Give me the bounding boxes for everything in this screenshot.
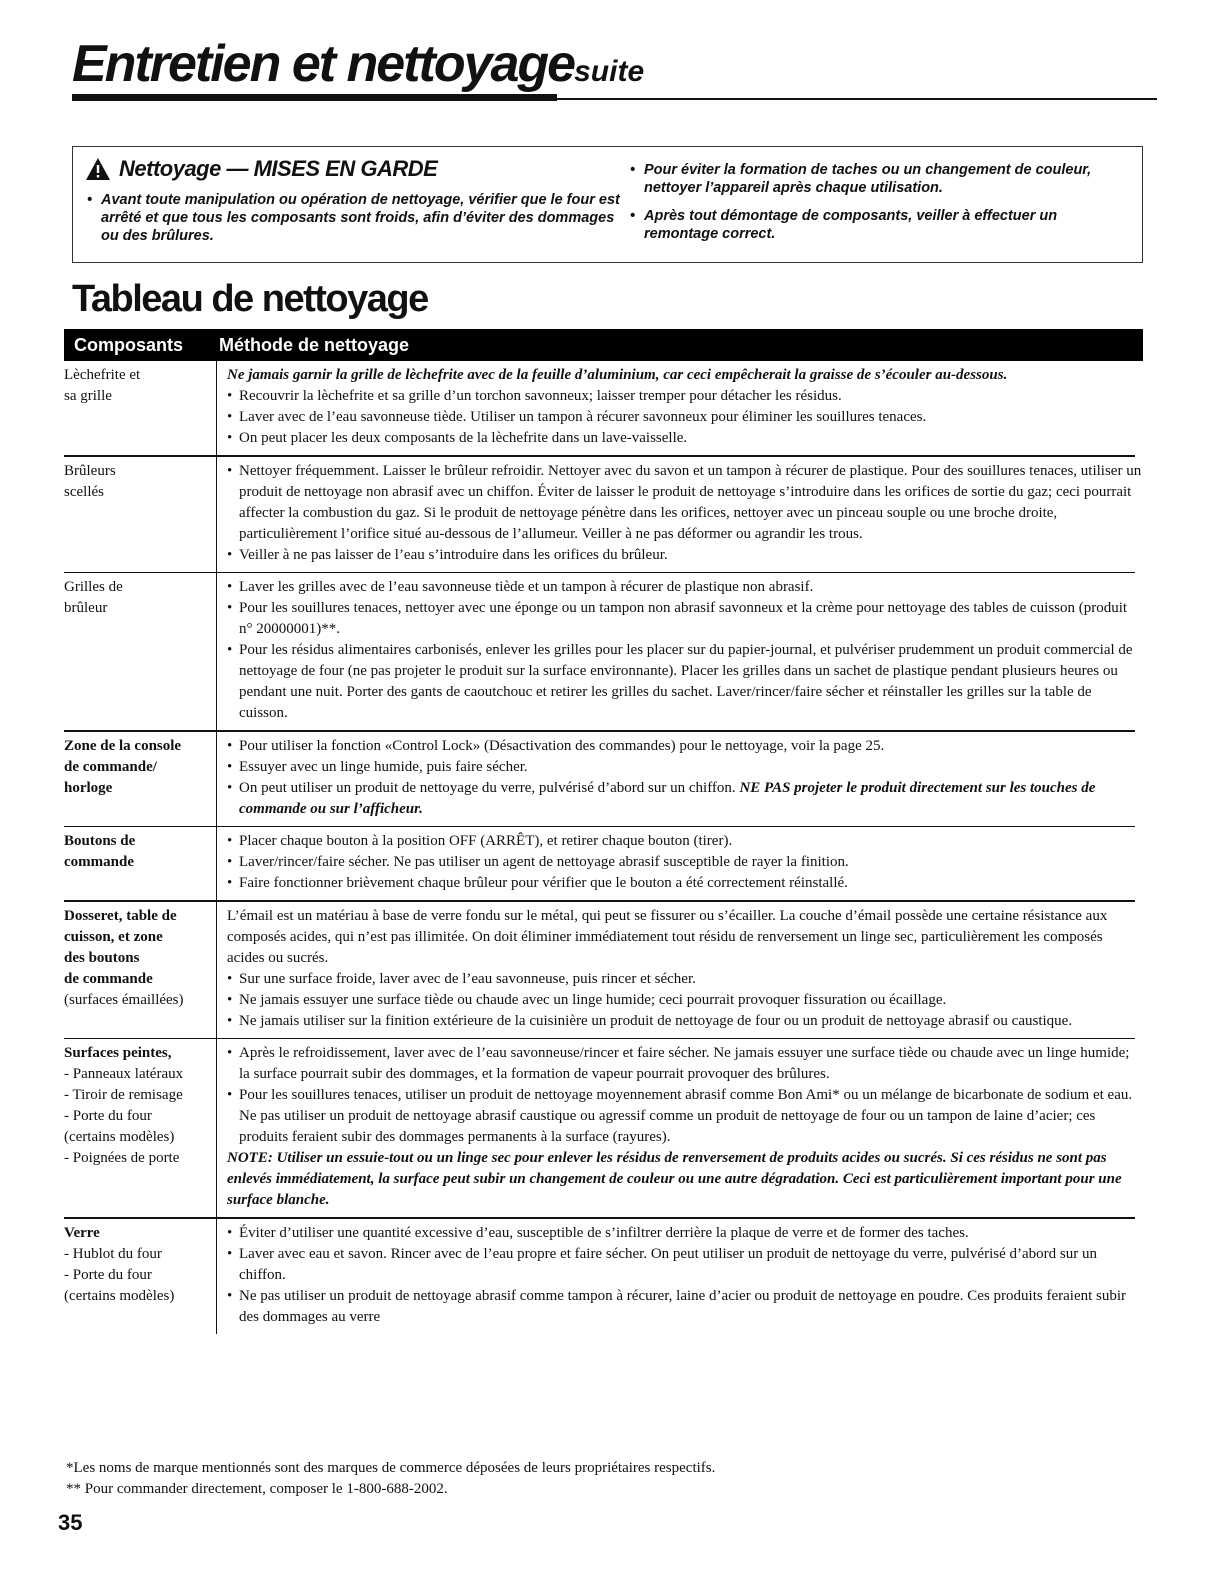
- row-component: Zone de la console de commande/ horloge: [64, 737, 182, 796]
- page-title: Entretien et nettoyagesuite: [72, 35, 645, 93]
- table-row: [64, 1219, 1143, 1334]
- table-row: [64, 1039, 1143, 1217]
- method-item: • Pour les résidus alimentaires carbonisés, enlever les grilles pour les placer sur du papier-journal, et pulvériser prudemment un produit commercial de nettoyage de four (ne pas projeter le produit sur la surface environnante). Placer les grilles dans un sachet de plastique pendant plusieurs heures ou pendant une nuit. Porter des gants de caoutchouc et retirer les grilles du sachet. Laver/rincer/faire sécher et réinstaller les grilles sur la table de cuisson.: [227, 640, 1143, 724]
- cleaning-table: [64, 329, 1143, 1334]
- table-row: [64, 573, 1143, 730]
- method-item: • Faire fonctionner brièvement chaque brûleur pour vérifier que le bouton a été correctement réinstallé.: [227, 873, 1143, 894]
- caution-title: Nettoyage — MISES EN GARDE: [85, 157, 630, 181]
- caution-item: • Avant toute manipulation ou opération de nettoyage, vérifier que le four est arrêté et que tous les composants sont froids, afin d’éviter des dommages ou des brûlures.: [85, 191, 630, 245]
- table-row: [64, 827, 1143, 900]
- footnote: ** Pour commander directement, composer le 1-800-688-2002.: [66, 1481, 448, 1497]
- footnotes: [66, 1458, 715, 1500]
- row-component: Brûleurs scellés: [64, 462, 116, 500]
- method-item: • Pour utiliser la fonction «Control Lock» (Désactivation des commandes) pour le nettoyage, voir la page 25.: [227, 736, 1143, 757]
- row-component: Lèchefrite et sa grille: [64, 367, 141, 404]
- footnote: *Les noms de marque mentionnés sont des marques de commerce déposées de leurs propriétaires respectifs.: [66, 1460, 716, 1476]
- caution-item: • Après tout démontage de composants, veiller à effectuer un remontage correct.: [628, 207, 1133, 243]
- method-item: • Laver avec de l’eau savonneuse tiède. Utiliser un tampon à récurer savonneux pour éliminer les souillures tenaces.: [227, 407, 1143, 428]
- header-rule: [72, 94, 557, 101]
- table-row: [64, 361, 1143, 455]
- row-component: Surfaces peintes, - Panneaux latéraux - Tiroir de remisage - Porte du four (certains modèles) - Poignées de porte: [64, 1045, 184, 1166]
- column-header-components: Composants: [74, 334, 184, 355]
- method-item: • Laver les grilles avec de l’eau savonneuse tiède et un tampon à récurer de plastique non abrasif.: [227, 577, 1143, 598]
- row-component: Boutons de commande: [64, 833, 136, 870]
- method-item: • Veiller à ne pas laisser de l’eau s’introduire dans les orifices du brûleur.: [227, 545, 1143, 566]
- method-item: • Nettoyer fréquemment. Laisser le brûleur refroidir. Nettoyer avec du savon et un tampon à récurer de plastique. Pour des souillures tenaces, utiliser un produit de nettoyage non abrasif avec un chiffon. Éviter de laisser le produit de nettoyage s’introduire dans les orifices de sortie du gaz; ceci pourrait affecter la combustion du gaz. Si le produit de nettoyage pénètre dans les orifices, nettoyer avec un pinceau souple ou une broche droite, particulièrement l’orifice situé au-dessous de l’allumeur. Veiller à ne pas déformer ou agrandir les trous.: [227, 461, 1143, 545]
- method-item: • Après le refroidissement, laver avec de l’eau savonneuse/rincer et faire sécher. Ne jamais essuyer une surface tiède ou chaude avec un linge humide; la surface pourrait subir des dommages, et la formation de vapeur pourrait provoquer des brûlures.: [227, 1043, 1143, 1085]
- table-row: [64, 902, 1143, 1038]
- method-item: • Pour les souillures tenaces, utiliser un produit de nettoyage moyennement abrasif comme Bon Ami* ou un mélange de bicarbonate de sodium et eau. Ne pas utiliser un produit de nettoyage abrasif caustique ou agressif comme un produit de nettoyage de four ou un tampon de laine d’acier; ces produits feraient subir des dommages permanents à la surface (rayures).: [227, 1085, 1143, 1148]
- row-component: Dosseret, table de cuisson, et zone des boutons de commande (surfaces émaillées): [64, 907, 184, 1008]
- page-number: 35: [58, 1510, 83, 1535]
- method-item: • Sur une surface froide, laver avec de l’eau savonneuse, puis rincer et sécher.: [227, 969, 1143, 990]
- table-row: [64, 457, 1143, 572]
- method-item: • On peut placer les deux composants de la lèchefrite dans un lave-vaisselle.: [227, 428, 1143, 449]
- caution-box: [72, 146, 1143, 263]
- section-title: Tableau de nettoyage: [72, 278, 428, 320]
- row-method: [216, 1039, 1143, 1217]
- header-rule-thin: [557, 98, 1157, 100]
- row-component: Grilles de brûleur: [64, 579, 123, 616]
- method-item: • Ne jamais utiliser sur la finition extérieure de la cuisinière un produit de nettoyage de four ou un produit de nettoyage abrasif ou caustique.: [227, 1011, 1143, 1032]
- method-item: • On peut utiliser un produit de nettoyage du verre, pulvérisé d’abord sur un chiffon. NE PAS projeter le produit directement sur les touches de commande ou sur l’afficheur.: [227, 778, 1143, 820]
- method-item: • Placer chaque bouton à la position OFF (ARRÊT), et retirer chaque bouton (tirer).: [227, 831, 1143, 852]
- row-method: [216, 573, 1143, 730]
- page-title-suite: suite: [574, 55, 645, 88]
- method-item: • Pour les souillures tenaces, nettoyer avec une éponge ou un tampon non abrasif savonneux et la crème pour nettoyage des tables de cuisson (produit n° 20000001)**.: [227, 598, 1143, 640]
- row-method: [216, 732, 1143, 826]
- caution-item: • Pour éviter la formation de taches ou un changement de couleur, nettoyer l’appareil après chaque utilisation.: [628, 161, 1133, 197]
- row-method: L’émail est un matériau à base de verre fondu sur le métal, qui peut se fissurer ou s’écailler. La couche d’émail possède une certaine résistance aux composés acides, qui n’est pas illimitée. On doit éliminer immédiatement tout résidu de renversement un linge sec, particulièrement les composés acides ou sucrés. • Sur une surface froide, laver avec de l’eau savonneuse, puis rincer et sécher. • Ne jamais essuyer une surface tiède ou chaude avec un linge humide; ceci pourrait provoquer fissuration ou écaillage. • Ne jamais utiliser sur la finition extérieure de la cuisinière un produit de nettoyage de four ou un produit de nettoyage abrasif ou caustique.: [216, 902, 1143, 1038]
- method-note: NOTE: Utiliser un essuie-tout ou un linge sec pour enlever les résidus de renversement de produits acides ou sucrés. Si ces résidus ne sont pas enlevés immédiatement, la surface peut subir un changement de couleur ou une autre dégradation. Ceci est particulièrement important pour une surface blanche.: [227, 1150, 1122, 1208]
- row-method: [216, 457, 1143, 572]
- warning-icon: [85, 157, 111, 181]
- method-item: • Ne jamais essuyer une surface tiède ou chaude avec un linge humide; ceci pourrait provoquer fissuration ou écaillage.: [227, 990, 1143, 1011]
- column-header-method: Méthode de nettoyage: [219, 334, 410, 355]
- method-item: • Laver avec eau et savon. Rincer avec de l’eau propre et faire sécher. On peut utiliser un produit de nettoyage du verre, pulvérisé d’abord sur un chiffon.: [227, 1244, 1143, 1286]
- row-method: [216, 1219, 1143, 1334]
- method-item: • Recouvrir la lèchefrite et sa grille d’un torchon savonneux; laisser tremper pour détacher les résidus.: [227, 386, 1143, 407]
- method-item: • Laver/rincer/faire sécher. Ne pas utiliser un agent de nettoyage abrasif susceptible de rayer la finition.: [227, 852, 1143, 873]
- method-item: • Essuyer avec un linge humide, puis faire sécher.: [227, 757, 1143, 778]
- method-item: • Ne pas utiliser un produit de nettoyage abrasif comme tampon à récurer, laine d’acier ou produit de nettoyage en poudre. Ces produits feraient subir des dommages au verre: [227, 1286, 1143, 1328]
- table-header: [64, 329, 1143, 361]
- method-item: • Éviter d’utiliser une quantité excessive d’eau, susceptible de s’infiltrer derrière la plaque de verre et de former des taches.: [227, 1223, 1143, 1244]
- table-row: [64, 732, 1143, 826]
- row-component: Verre - Hublot du four - Porte du four (certains modèles): [64, 1224, 175, 1304]
- page-header: [72, 35, 1157, 93]
- row-method: [216, 827, 1143, 900]
- row-method: Ne jamais garnir la grille de lèchefrite avec de la feuille d’aluminium, car ceci empêcherait la graisse de s’écouler au-dessous. • Recouvrir la lèchefrite et sa grille d’un torchon savonneux; laisser tremper pour détacher les résidus. • Laver avec de l’eau savonneuse tiède. Utiliser un tampon à récurer savonneux pour éliminer les souillures tenaces. • On peut placer les deux composants de la lèchefrite dans un lave-vaisselle.: [216, 361, 1143, 455]
